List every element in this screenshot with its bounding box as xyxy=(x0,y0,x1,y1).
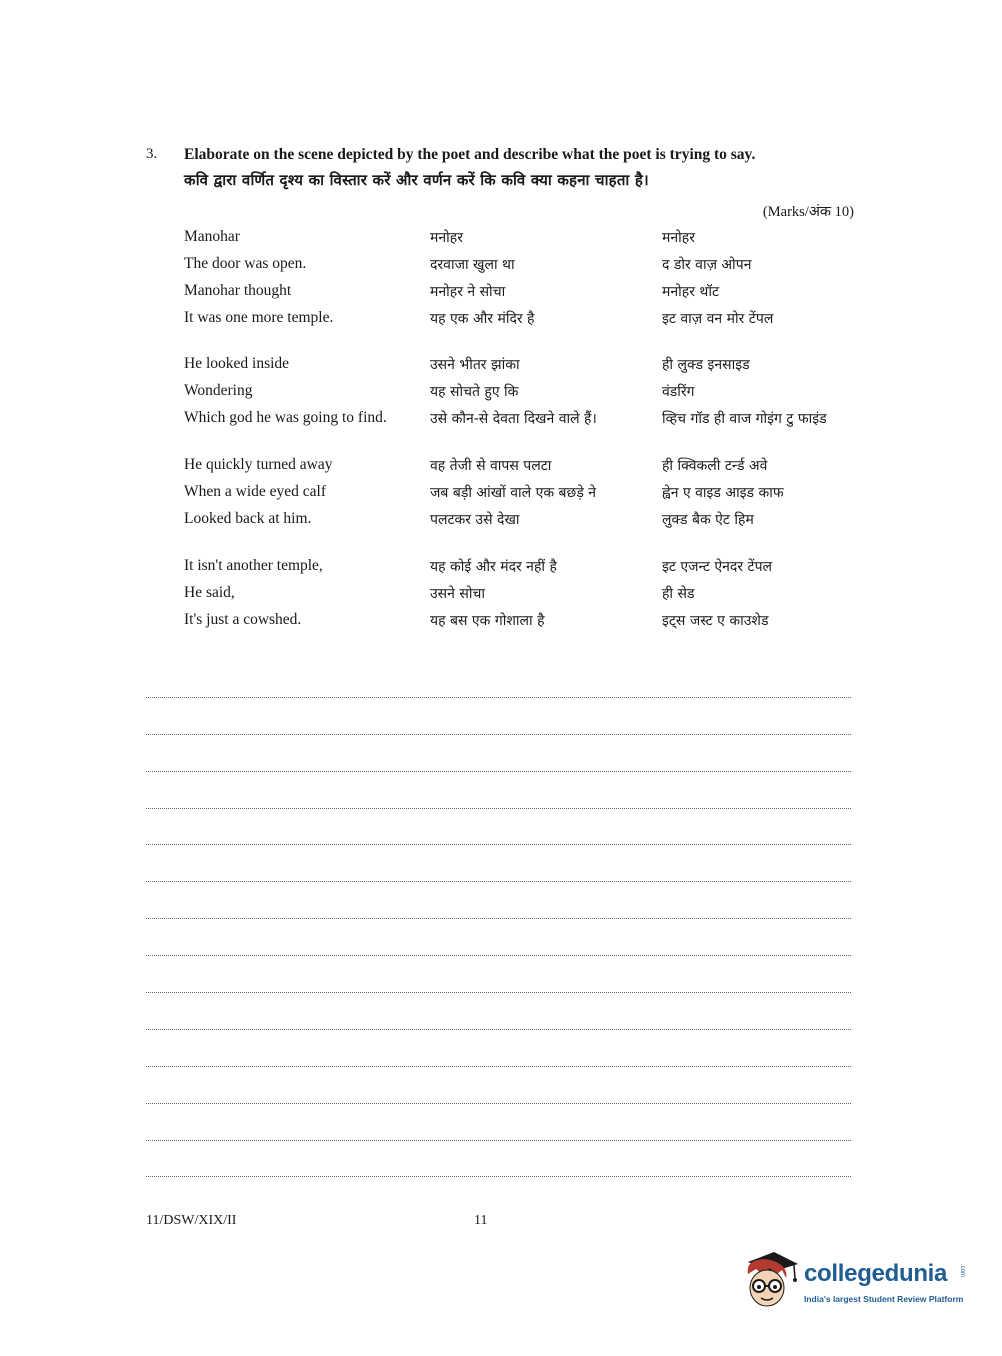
english-line: It was one more temple. xyxy=(184,309,334,326)
poem-line xyxy=(0,255,1002,282)
stanza xyxy=(0,557,1002,638)
transliteration-line: इट वाज़ वन मोर टेंपल xyxy=(662,311,774,327)
answer-line[interactable] xyxy=(146,1104,851,1141)
student-mascot-icon xyxy=(742,1248,800,1310)
answer-line[interactable] xyxy=(146,1141,851,1178)
marks-label: (Marks/अंक 10) xyxy=(762,204,854,220)
english-line: The door was open. xyxy=(184,255,307,272)
hindi-line: दरवाजा खुला था xyxy=(430,257,515,273)
transliteration-line: इट्स जस्ट ए काउशेड xyxy=(662,613,769,629)
answer-line[interactable] xyxy=(146,1067,851,1104)
transliteration-line: ही क्विकली टर्न्ड अवे xyxy=(662,458,768,474)
answer-line[interactable] xyxy=(146,845,851,882)
transliteration-line: ही लुक्ड इनसाइड xyxy=(662,357,750,373)
brand-suffix: .com xyxy=(959,1264,965,1278)
answer-line[interactable] xyxy=(146,735,851,772)
poem-line xyxy=(0,611,1002,638)
question-number: 3. xyxy=(146,146,158,162)
answer-line[interactable] xyxy=(146,809,851,846)
hindi-line: यह बस एक गोशाला है xyxy=(430,613,545,629)
hindi-line: उसने भीतर झांका xyxy=(430,357,520,373)
poem-line xyxy=(0,228,1002,255)
transliteration-line: लुक्ड बैक ऐट हिम xyxy=(662,512,754,528)
poem-line xyxy=(0,309,1002,336)
brand-name: collegedunia xyxy=(804,1260,948,1287)
hindi-line: मनोहर xyxy=(430,230,463,246)
poem-line xyxy=(0,382,1002,409)
poem-line xyxy=(0,483,1002,510)
footer-code: 11/DSW/XIX/II xyxy=(146,1213,237,1228)
english-line: He quickly turned away xyxy=(184,456,333,473)
transliteration-line: वंडरिंग xyxy=(662,384,695,400)
english-line: He said, xyxy=(184,584,235,601)
english-line: Manohar thought xyxy=(184,282,292,299)
question-text-hindi: कवि द्वारा वर्णित दृश्य का विस्तार करें और वर्णन करें कि कवि क्या कहना चाहता है। xyxy=(184,171,649,189)
stanza xyxy=(0,456,1002,537)
transliteration-line: इट एजन्ट ऐनदर टेंपल xyxy=(662,559,773,575)
english-line: He looked inside xyxy=(184,355,290,372)
brand-tagline: India's largest Student Review Platform xyxy=(804,1294,964,1304)
question-text-english: Elaborate on the scene depicted by the poet and describe what the poet is trying to say. xyxy=(184,146,756,163)
transliteration-line: द डोर वाज़ ओपन xyxy=(662,257,752,273)
transliteration-line: मनोहर xyxy=(662,230,695,246)
hindi-line: पलटकर उसे देखा xyxy=(430,512,520,528)
hindi-line: यह कोई और मंदर नहीं है xyxy=(430,559,557,575)
transliteration-line: ह्वेन ए वाइड आइड काफ xyxy=(662,485,784,501)
hindi-line: वह तेजी से वापस पलटा xyxy=(430,458,552,474)
poem-line xyxy=(0,557,1002,584)
page-number: 11 xyxy=(474,1213,488,1228)
transliteration-line: ही सेड xyxy=(662,586,695,602)
english-line: Wondering xyxy=(184,382,253,399)
english-line: Manohar xyxy=(184,228,240,245)
poem-line xyxy=(0,409,1002,436)
english-line: Which god he was going to find. xyxy=(184,409,387,426)
answer-lines[interactable] xyxy=(146,661,851,1177)
answer-line[interactable] xyxy=(146,993,851,1030)
answer-line[interactable] xyxy=(146,698,851,735)
stanza xyxy=(0,228,1002,336)
english-line: When a wide eyed calf xyxy=(184,483,327,500)
answer-line[interactable] xyxy=(146,956,851,993)
answer-line[interactable] xyxy=(146,772,851,809)
transliteration-line: व्हिच गॉड ही वाज गोइंग टु फाइंड xyxy=(662,411,827,427)
hindi-line: यह एक और मंदिर है xyxy=(430,311,535,327)
hindi-line: उसने सोचा xyxy=(430,586,485,602)
stanza xyxy=(0,355,1002,436)
answer-line[interactable] xyxy=(146,1030,851,1067)
hindi-line: मनोहर ने सोचा xyxy=(430,284,506,300)
answer-line[interactable] xyxy=(146,919,851,956)
answer-line[interactable] xyxy=(146,661,851,698)
english-line: It's just a cowshed. xyxy=(184,611,302,628)
transliteration-line: मनोहर थॉट xyxy=(662,284,720,300)
hindi-line: यह सोचते हुए कि xyxy=(430,384,519,400)
poem-line xyxy=(0,510,1002,537)
answer-line[interactable] xyxy=(146,882,851,919)
english-line: Looked back at him. xyxy=(184,510,312,527)
poem-line xyxy=(0,355,1002,382)
hindi-line: उसे कौन-से देवता दिखने वाले हैं। xyxy=(430,411,597,427)
poem-line xyxy=(0,584,1002,611)
poem-line xyxy=(0,282,1002,309)
poem-line xyxy=(0,456,1002,483)
english-line: It isn't another temple, xyxy=(184,557,323,574)
hindi-line: जब बड़ी आंखों वाले एक बछड़े ने xyxy=(430,485,597,501)
collegedunia-logo xyxy=(742,1248,972,1318)
